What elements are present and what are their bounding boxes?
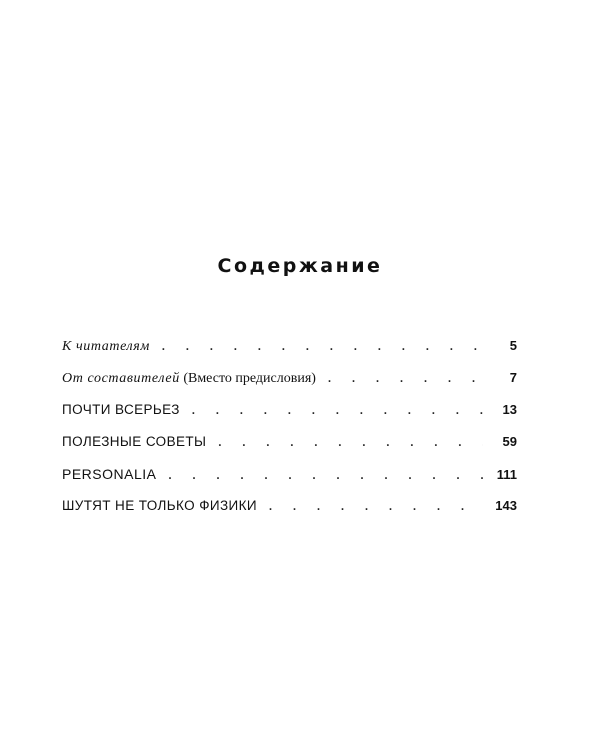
toc-entry-page-number: 13 [502, 402, 517, 417]
toc-entry [62, 434, 517, 466]
toc-entry-title-wrap [62, 434, 206, 451]
dot-leader [328, 371, 483, 386]
toc-entry-page-number: 59 [502, 434, 517, 449]
toc-entry-subtitle: (Вместо предисловия) [179, 371, 316, 386]
toc-entry-page-number: 111 [496, 467, 517, 482]
toc-entry-title-wrap [62, 371, 316, 387]
toc-entry [62, 466, 517, 498]
toc-entry-page-number: 7 [509, 370, 517, 385]
toc-entry-title: ПОЧТИ ВСЕРЬЕЗ [62, 402, 180, 417]
toc-entry [62, 338, 517, 370]
dot-leader [168, 468, 483, 483]
page-title: Содержание [217, 255, 383, 277]
toc-entry-title: От составителей [62, 371, 180, 386]
table-of-contents [62, 338, 517, 530]
toc-entry [62, 402, 517, 434]
toc-entry-title: ШУТЯТ НЕ ТОЛЬКО ФИЗИКИ [62, 498, 258, 513]
toc-entry [62, 498, 517, 530]
toc-entry-title: К читателям [62, 339, 150, 354]
dot-leader [218, 435, 483, 450]
toc-entry-title: PERSONALIA [62, 466, 157, 482]
dot-leader [162, 339, 483, 354]
toc-entry-page-number: 143 [495, 498, 517, 513]
toc-entry-title-wrap [62, 402, 180, 419]
toc-entry-title-wrap [62, 339, 150, 355]
toc-entry-title-wrap [62, 498, 257, 515]
toc-entry-title: ПОЛЕЗНЫЕ СОВЕТЫ [62, 434, 207, 449]
toc-entry [62, 370, 517, 402]
dot-leader [192, 403, 483, 418]
dot-leader [269, 499, 483, 514]
toc-entry-page-number: 5 [509, 338, 517, 353]
toc-entry-title-wrap [62, 466, 156, 484]
